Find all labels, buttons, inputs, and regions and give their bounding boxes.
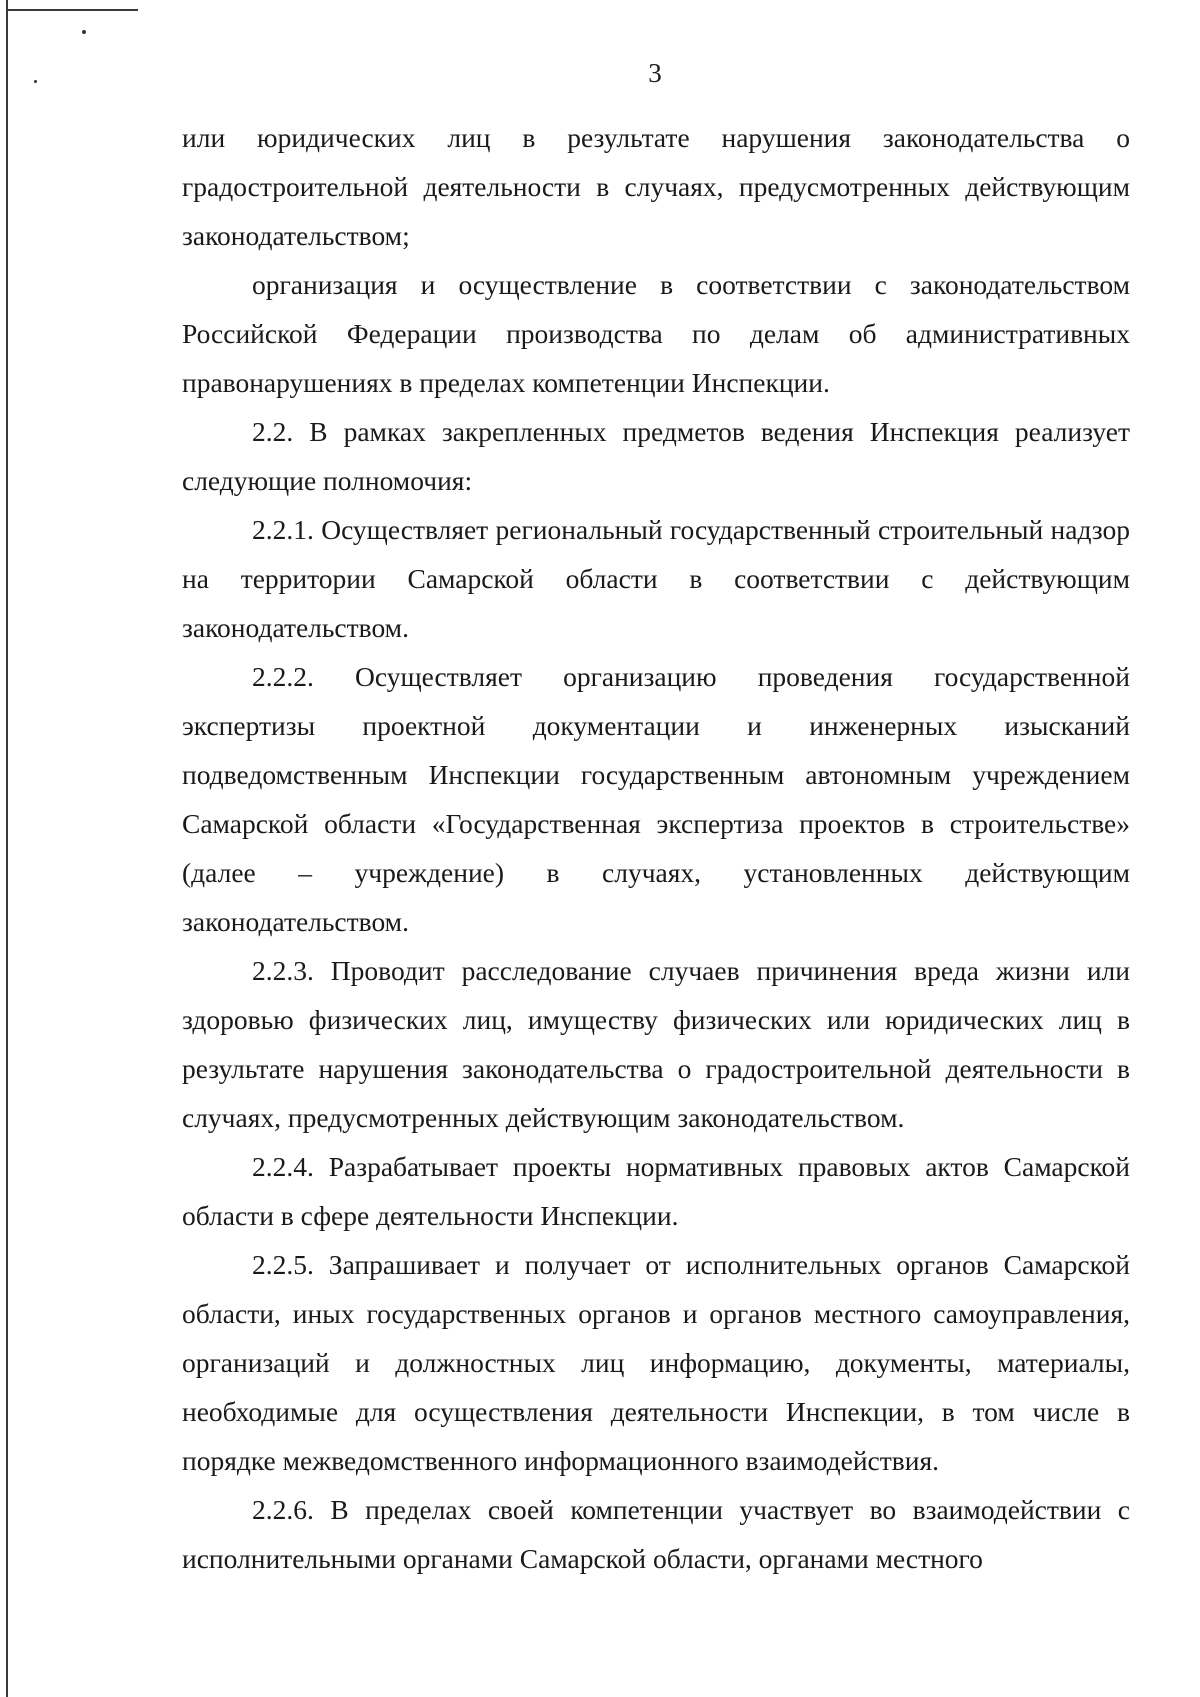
paragraph: или юридических лиц в результате нарушения законодательства о градостроительной деятельности в случаях, предусмотренных действующим законодательством;	[182, 122, 1130, 251]
scan-edge-line-top	[6, 9, 138, 11]
scan-speck	[82, 30, 86, 34]
paragraph: 2.2. В рамках закрепленных предметов ведения Инспекция реализует следующие полномочия:	[182, 416, 1130, 496]
document-body	[182, 113, 1130, 1583]
paragraph: организация и осуществление в соответствии с законодательством Российской Федерации производства по делам об административных правонарушениях в пределах компетенции Инспекции.	[182, 269, 1130, 398]
page-number: 3	[648, 58, 662, 88]
paragraph: 2.2.4. Разрабатывает проекты нормативных правовых актов Самарской области в сфере деятельности Инспекции.	[182, 1151, 1130, 1231]
paragraph: 2.2.1. Осуществляет региональный государственный строительный надзор на территории Самарской области в соответствии с действующим законодательством.	[182, 514, 1130, 643]
paragraph: 2.2.6. В пределах своей компетенции участвует во взаимодействии с исполнительными органами Самарской области, органами местного	[182, 1494, 1130, 1574]
paragraph: 2.2.2. Осуществляет организацию проведения государственной экспертизы проектной документации и инженерных изысканий подведомственным Инспекции государственным автономным учреждением Самарской области «Государственная экспертиза проектов в строительстве» (далее – учреждение) в случаях, установленных действующим законодательством.	[182, 661, 1130, 937]
paragraph: 2.2.3. Проводит расследование случаев причинения вреда жизни или здоровью физических лиц, имуществу физических или юридических лиц в результате нарушения законодательства о градостроительной деятельности в случаях, предусмотренных действующим законодательством.	[182, 955, 1130, 1133]
paragraph: 2.2.5. Запрашивает и получает от исполнительных органов Самарской области, иных государственных органов и органов местного самоуправления, организаций и должностных лиц информацию, документы, материалы, необходимые для осуществления деятельности Инспекции, в том числе в порядке межведомственного информационного взаимодействия.	[182, 1249, 1130, 1476]
scan-edge-line	[6, 0, 8, 1697]
